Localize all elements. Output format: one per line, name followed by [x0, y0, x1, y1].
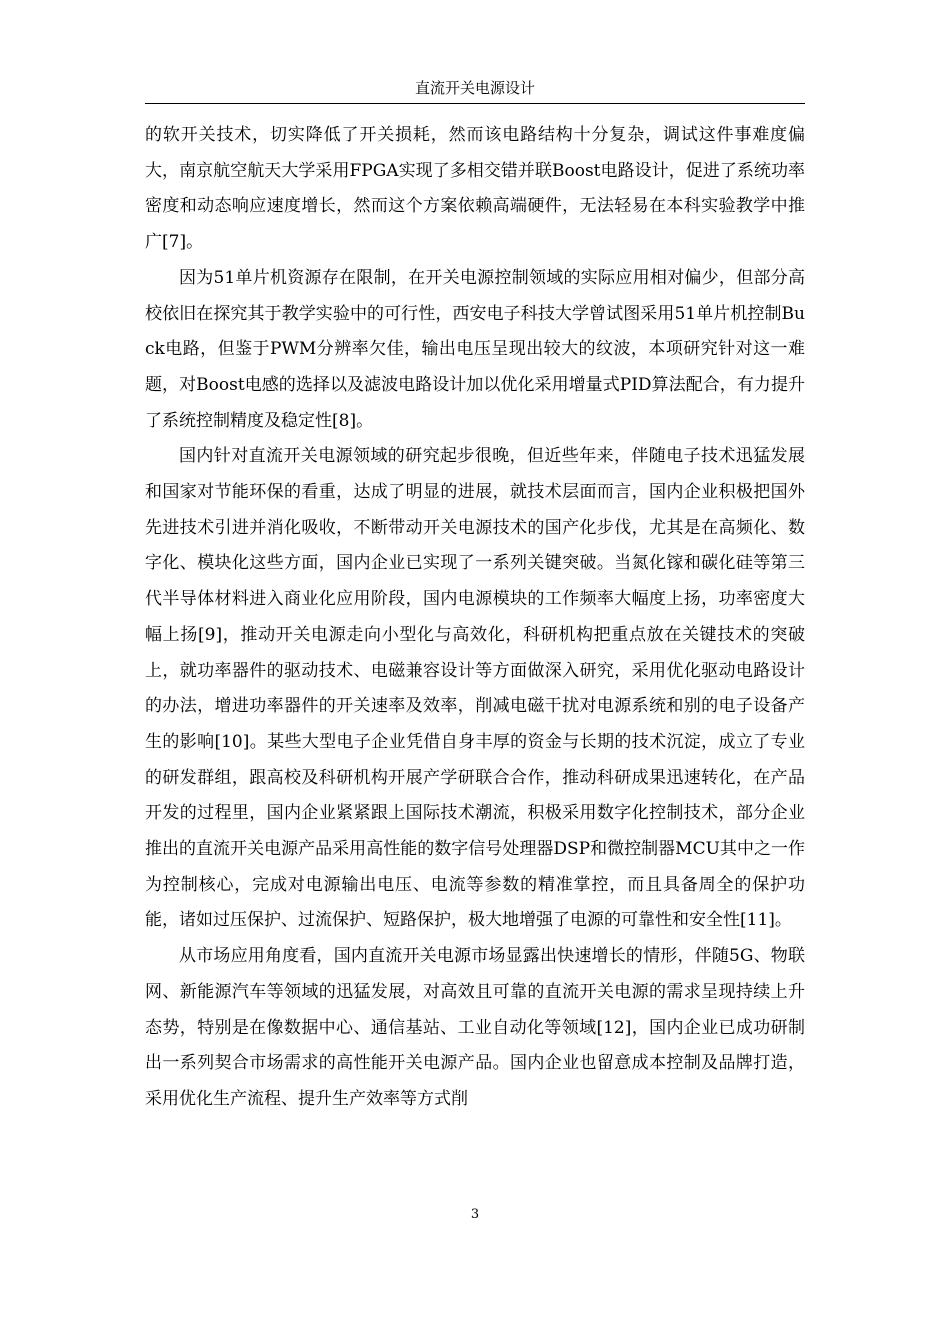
paragraph-market-application: 从市场应用角度看，国内直流开关电源市场显露出快速增长的情形，伴随5G、物联网、新能源汽车等领域的迅猛发展，对高效且可靠的直流开关电源的需求呈现持续上升态势，特别是在像数据中心、通信基站、工业自动化等领域[12]，国内企业已成功研制出一系列契合市场需求的高性能开关电源产品。国内企业也留意成本控制及品牌打造，采用优化生产流程、提升生产效率等方式削 [145, 946, 805, 1109]
header-divider [145, 103, 805, 104]
body-text [145, 118, 805, 1118]
paragraph-continued: 的软开关技术，切实降低了开关损耗，然而该电路结构十分复杂，调试这件事难度偏大，南京航空航天大学采用FPGA实现了多相交错并联Boost电路设计，促进了系统功率密度和动态响应速度增长，然而这个方案依赖高端硬件，无法轻易在本科实验教学中推广[7]。 [145, 125, 805, 253]
page-number: 3 [470, 1207, 480, 1222]
paragraph-51-mcu: 因为51单片机资源存在限制，在开关电源控制领域的实际应用相对偏少，但部分高校依旧在探究其于教学实验中的可行性，西安电子科技大学曾试图采用51单片机控制Buck电路，但鉴于PWM分辨率欠佳，输出电压呈现出较大的纹波，本项研究针对这一难题，对Boost电感的选择以及滤波电路设计加以优化采用增量式PID算法配合，有力提升了系统控制精度及稳定性[8]。 [145, 267, 805, 431]
paragraph-domestic-research: 国内针对直流开关电源领域的研究起步很晚，但近些年来，伴随电子技术迅猛发展和国家对节能环保的看重，达成了明显的进展，就技术层面而言，国内企业积极把国外先进技术引进并消化吸收，不断带动开关电源技术的国产化步伐，尤其是在高频化、数字化、模块化这些方面，国内企业已实现了一系列关键突破。当氮化镓和碳化硅等第三代半导体材料进入商业化应用阶段，国内电源模块的工作频率大幅度上扬，功率密度大幅上扬[9]，推动开关电源走向小型化与高效化，科研机构把重点放在关键技术的突破上，就功率器件的驱动技术、电磁兼容设计等方面做深入研究，采用优化驱动电路设计的办法，增进功率器件的开关速率及效率，削减电磁干扰对电源系统和别的电子设备产生的影响[10]。某些大型电子企业凭借自身丰厚的资金与长期的技术沉淀，成立了专业的研发群组，跟高校及科研机构开展产学研联合合作，推动科研成果迅速转化，在产品开发的过程里，国内企业紧紧跟上国际技术潮流，积极采用数字化控制技术，部分企业推出的直流开关电源产品采用高性能的数字信号处理器DSP和微控制器MCU其中之一作为控制核心，完成对电源输出电压、电流等参数的精准掌控，而且具备周全的保护功能，诸如过压保护、过流保护、短路保护，极大地增强了电源的可靠性和安全性[11]。 [145, 446, 805, 931]
running-header-title: 直流开关电源设计 [414, 79, 535, 97]
